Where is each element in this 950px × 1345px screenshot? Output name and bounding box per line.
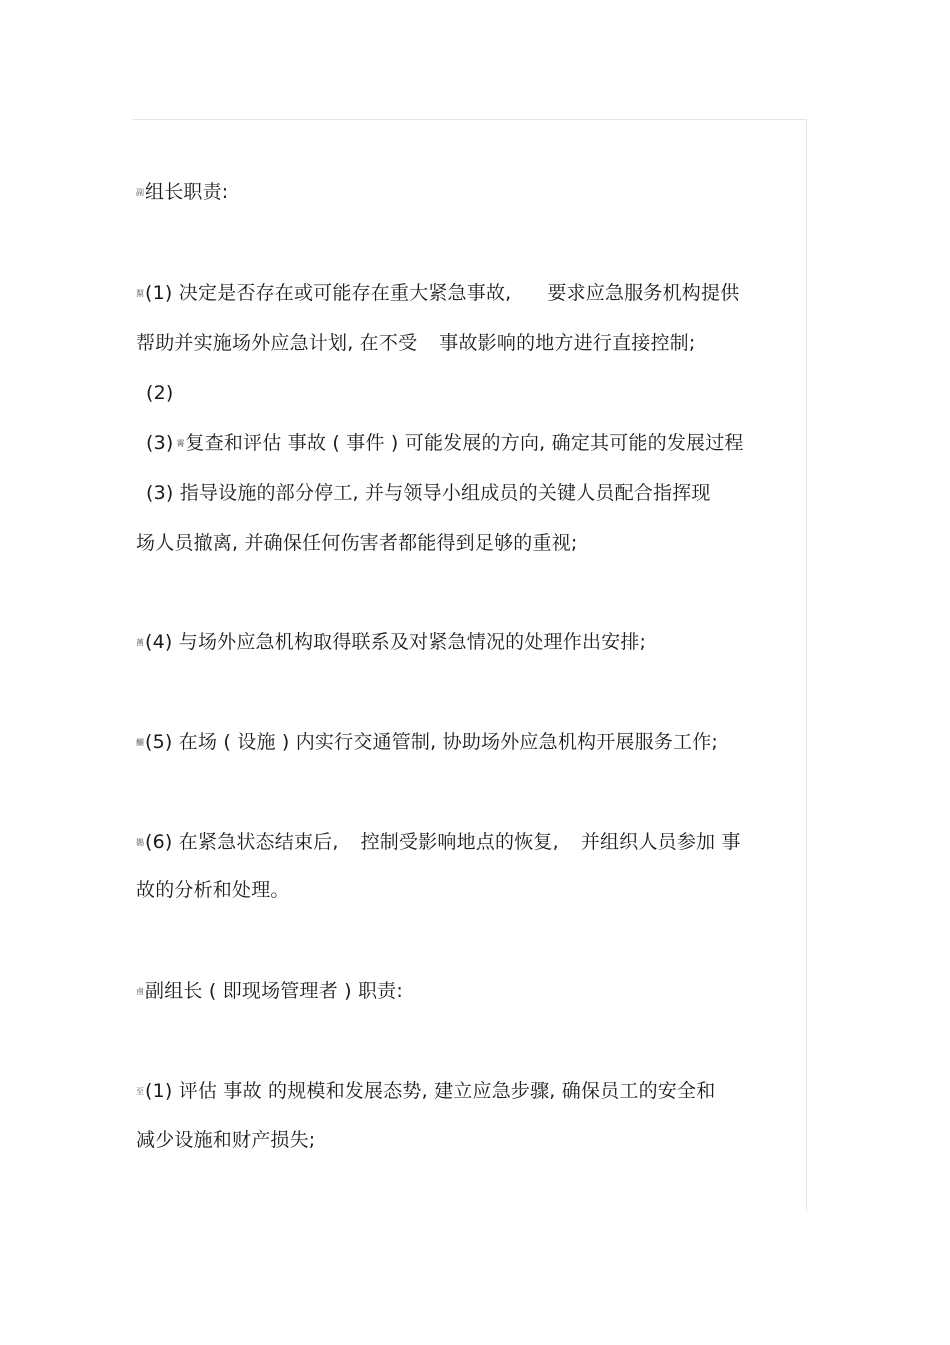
leader-item-2 [146,381,174,405]
leader-item-3a [146,431,744,456]
text-segment: 事故影响的地方进行直接控制; [439,332,696,354]
text-segment: 减少设施和财产损失; [136,1129,316,1151]
text-segment: 控制受影响地点的恢复, [360,831,559,853]
deputy-item-1-line-2 [136,1128,315,1152]
text-segment: (3) 指导设施的部分停工, 并与领导小组成员的关键人员配合指挥现 [146,482,711,504]
stray-mark: 䓿 [136,637,144,647]
heading-text: 组长职责: [145,181,229,203]
text-segment: 要求应急服务机构提供 [547,282,740,304]
stray-mark: 䵩 [136,288,144,298]
heading-text: 副组长 ( 即现场管理者 ) 职责: [145,980,403,1002]
text-segment: 复查和评估 事故 ( 事件 ) 可能发展的方向, 确定其可能的发展过程 [185,432,744,454]
text-segment: (2) [146,382,174,404]
stray-mark: 至 [136,1086,144,1096]
leader-item-3b-line-2 [136,531,577,555]
text-segment: 帮助并实施场外应急计划, 在不受 [136,332,418,354]
text-segment: 故的分析和处理。 [136,879,290,901]
leader-item-6-line-1 [136,830,741,855]
text-segment: 并组织人员参加 事 [580,831,741,853]
leader-item-5 [136,730,718,755]
stray-mark: 鷃 [136,837,144,847]
leader-item-4 [136,630,646,655]
text-segment: (6) 在紧急状态结束后, [145,831,339,853]
deputy-item-1-line-1 [136,1079,715,1104]
text-segment: 场人员撤离, 并确保任何伤害者都能得到足够的重视; [136,532,578,554]
text-segment: (1) 评估 事故 的规模和发展态势, 建立应急步骤, 确保员工的安全和 [145,1080,716,1102]
heading-deputy-duties [136,979,403,1004]
heading-leader-duties [136,180,228,205]
text-segment: (3) [146,432,174,454]
leader-item-1-line-1 [136,281,739,306]
stray-mark: 副 [136,187,144,197]
stray-mark: 鹵 [136,986,144,996]
text-segment: (4) 与场外应急机构取得联系及对紧急情况的处理作出安排; [145,631,647,653]
stray-mark: 䨝 [176,438,185,448]
leader-item-1-line-2 [136,331,695,355]
text-segment: (5) 在场 ( 设施 ) 内实行交通管制, 协助场外应急机构开展服务工作; [145,731,719,753]
leader-item-3b-line-1 [146,481,711,505]
text-segment: (1) 决定是否存在或可能存在重大紧急事故, [145,282,512,304]
leader-item-6-line-2 [136,878,290,902]
stray-mark: 鱺 [136,737,144,747]
